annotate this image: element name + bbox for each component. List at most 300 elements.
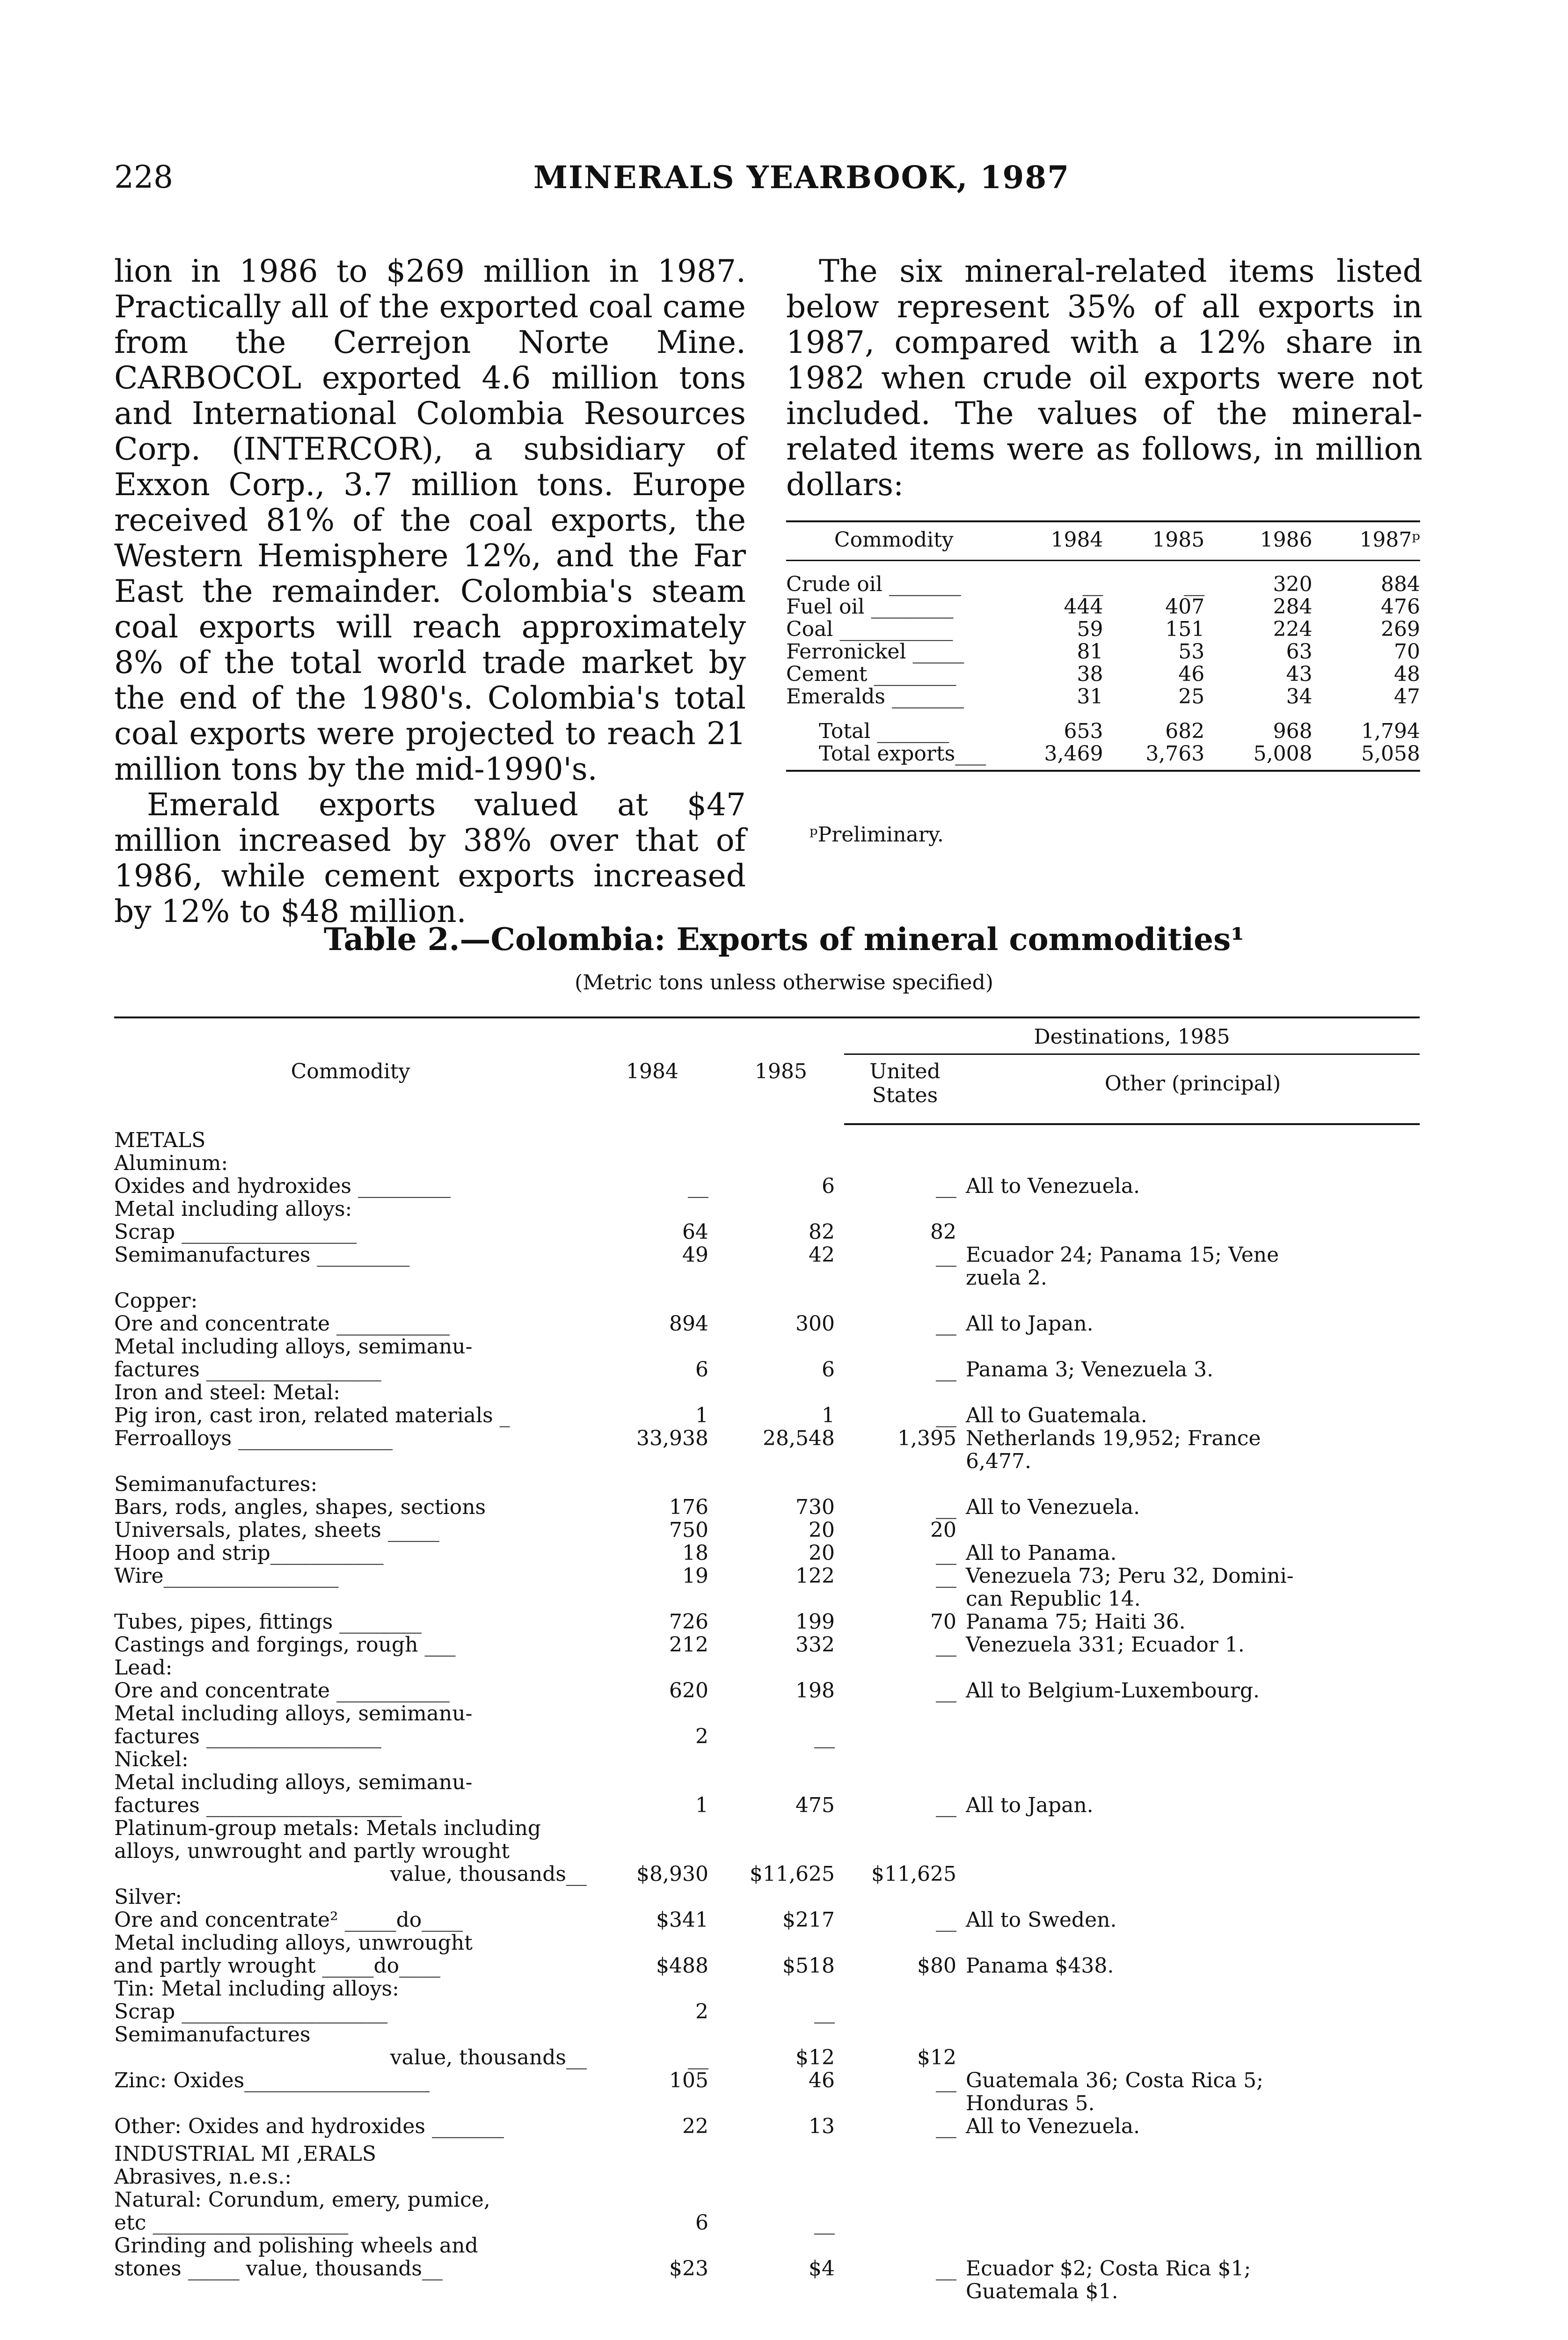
table-cell: 81 <box>1077 640 1103 664</box>
other-destinations: Panama $438. <box>966 1954 1114 1978</box>
value-1985: __ <box>814 2000 835 2024</box>
value-united-states <box>844 1931 966 1954</box>
value-united-states <box>844 2211 966 2234</box>
value-united-states <box>844 1450 966 1473</box>
commodity-label: Platinum-group metals: Metals including <box>114 1816 541 1840</box>
other-destinations <box>966 1725 1420 1748</box>
value-1984 <box>587 1886 718 1909</box>
value-1984 <box>587 1840 718 1863</box>
other-destinations <box>966 2046 1420 2069</box>
column-header-1985: 1985 <box>755 1059 807 1083</box>
other-destinations <box>966 1886 1420 1909</box>
table-row <box>114 1473 1420 1496</box>
commodity-label: Castings and forgings, rough ___ <box>114 1633 456 1657</box>
commodity-label: Tin: Metal including alloys: <box>114 1977 399 2001</box>
value-1984: 19 <box>682 1564 708 1588</box>
value-1984: __ <box>688 2046 708 2069</box>
value-united-states: 20 <box>930 1518 956 1542</box>
value-1985 <box>718 2165 844 2188</box>
value-united-states: __ <box>936 1679 956 1703</box>
table-cell: 884 <box>1381 572 1420 596</box>
value-1984 <box>587 1335 718 1358</box>
table-row <box>114 2165 1420 2188</box>
table-row <box>114 1817 1420 1840</box>
commodity-label: Scrap _________________ <box>114 1220 357 1244</box>
value-united-states: __ <box>936 1793 956 1817</box>
commodity-label: Semimanufactures: <box>114 1472 318 1496</box>
table-row <box>114 1954 1420 1977</box>
commodity-label: Ore and concentrate² _____do____ <box>114 1908 463 1932</box>
table-row <box>114 2000 1420 2023</box>
other-destinations: 6,477. <box>966 1449 1031 1473</box>
table-row <box>114 1266 1420 1289</box>
value-1985 <box>718 1473 844 1496</box>
other-destinations <box>966 1817 1420 1840</box>
commodity-label: Ore and concentrate ___________ <box>114 1312 450 1336</box>
value-1985 <box>718 1702 844 1725</box>
other-destinations: Netherlands 19,952; France <box>966 1426 1261 1450</box>
value-united-states <box>844 1977 966 2000</box>
value-1985: 332 <box>795 1633 835 1657</box>
value-united-states: 70 <box>930 1610 956 1634</box>
other-destinations <box>966 1519 1420 1542</box>
value-united-states: __ <box>936 1243 956 1267</box>
column-header: 1984 <box>1050 528 1103 552</box>
column-header: Commodity <box>834 528 954 552</box>
value-united-states: __ <box>936 2257 956 2281</box>
table-row <box>114 1124 1420 1152</box>
value-1984 <box>587 1198 718 1221</box>
table-row <box>114 1587 1420 1610</box>
column-header: 1985 <box>1152 528 1205 552</box>
value-1984 <box>587 1450 718 1473</box>
value-1984 <box>587 1381 718 1404</box>
value-1984: $488 <box>656 1954 708 1978</box>
table-row <box>114 1794 1420 1817</box>
commodity-label: value, thousands__ <box>390 2046 587 2069</box>
table-cell: 3,763 <box>1103 743 1204 771</box>
value-1984 <box>587 2165 718 2188</box>
table-row <box>786 686 1420 708</box>
commodity-label: Zinc: Oxides__________________ <box>114 2069 430 2092</box>
other-destinations: All to Guatemala. <box>966 1404 1147 1427</box>
value-1984: $23 <box>669 2257 708 2281</box>
commodity-label: Grinding and polishing wheels and <box>114 2234 478 2258</box>
value-1985 <box>718 1931 844 1954</box>
table-cell: 34 <box>1286 685 1313 709</box>
value-1984: 64 <box>682 1220 708 1244</box>
value-1985: 28,548 <box>763 1426 835 1450</box>
table-cell: 653 <box>1064 719 1103 743</box>
commodity-label: Aluminum: <box>114 1151 228 1175</box>
table-row <box>114 1243 1420 1266</box>
table-cell: Fuel oil ________ <box>786 595 954 619</box>
value-1984: 750 <box>669 1518 708 1542</box>
table-row <box>114 1289 1420 1312</box>
column-header-commodity: Commodity <box>291 1059 410 1083</box>
value-1984: 6 <box>695 2211 708 2235</box>
table-row <box>114 1656 1420 1679</box>
commodity-label: factures _________________ <box>114 1725 381 1748</box>
table-row <box>114 1863 1420 1886</box>
value-1985: 13 <box>809 2114 835 2138</box>
value-united-states <box>844 1656 966 1679</box>
value-1985 <box>718 2138 844 2165</box>
commodity-label: Semimanufactures _________ <box>114 1243 410 1267</box>
other-destinations: Ecuador 24; Panama 15; Vene <box>966 1243 1279 1267</box>
value-1984: 2 <box>695 2000 708 2024</box>
value-1984: 33,938 <box>636 1426 708 1450</box>
table-row <box>114 1152 1420 1175</box>
value-1985: 6 <box>822 1174 835 1198</box>
value-united-states <box>844 2092 966 2115</box>
table-row <box>114 1886 1420 1909</box>
value-1985 <box>718 1771 844 1794</box>
commodity-label: Metal including alloys, semimanu- <box>114 1770 473 1794</box>
left-text-column <box>114 254 746 929</box>
value-united-states <box>844 1335 966 1358</box>
table-row <box>114 1748 1420 1771</box>
commodity-label: INDUSTRIAL MI ,ERALS <box>114 2142 377 2166</box>
other-destinations: Ecuador $2; Costa Rica $1; <box>966 2257 1251 2281</box>
other-destinations <box>966 1656 1420 1679</box>
other-destinations <box>966 1771 1420 1794</box>
value-united-states <box>844 1473 966 1496</box>
value-1985: 20 <box>809 1541 835 1565</box>
value-1985: 20 <box>809 1518 835 1542</box>
commodity-label <box>114 1450 587 1473</box>
other-destinations <box>966 1198 1420 1221</box>
value-1985 <box>718 1840 844 1863</box>
value-1985: 730 <box>795 1495 835 1519</box>
commodity-label: METALS <box>114 1128 206 1152</box>
table-row <box>114 1771 1420 1794</box>
value-1985: $217 <box>782 1908 835 1932</box>
value-united-states: __ <box>936 2114 956 2138</box>
paragraph: The six mineral-related items listed below represent 35% of all exports in 1987, compared with a 12% share in 1982 when crude oil exports were not included. The values of the mineral-related items were as follows, in million dollars: <box>786 253 1422 503</box>
value-united-states: 82 <box>930 1220 956 1244</box>
other-destinations: Panama 3; Venezuela 3. <box>966 1358 1214 1382</box>
table-row <box>114 1427 1420 1450</box>
value-1985: 1 <box>822 1404 835 1427</box>
value-united-states: __ <box>936 1908 956 1932</box>
other-destinations <box>966 1931 1420 1954</box>
value-united-states <box>844 1266 966 1289</box>
table-row <box>114 1312 1420 1335</box>
value-1984: 176 <box>669 1495 708 1519</box>
column-header: 1986 <box>1260 528 1313 552</box>
value-1984 <box>587 1817 718 1840</box>
value-1984: 1 <box>695 1793 708 1817</box>
other-destinations: All to Panama. <box>966 1541 1117 1565</box>
value-1984 <box>587 1702 718 1725</box>
table-row <box>114 2188 1420 2211</box>
table-row <box>114 1221 1420 1243</box>
paragraph: lion in 1986 to $269 million in 1987. Practically all of the exported coal came from the Cerrejon Norte Mine. CARBOCOL exported 4.6 million tons and International Colombia Resources Corp. (INTERCOR), a subsidiary of Exxon Corp., 3.7 million tons. Europe received 81% of the coal exports, the Western Hemisphere 12%, and the Far East the remainder. Colombia's steam coal exports will reach approximately 8% of the total world trade market by the end of the 1980's. Colombia's total coal exports were projected to reach 21 million tons by the mid-1990's. <box>114 253 746 787</box>
table-row <box>114 2234 1420 2257</box>
table-row <box>114 2046 1420 2069</box>
table-row <box>114 1175 1420 1198</box>
table-row <box>114 1381 1420 1404</box>
value-1984 <box>587 1124 718 1152</box>
value-1984 <box>587 1473 718 1496</box>
commodity-label: Natural: Corundum, emery, pumice, <box>114 2188 490 2212</box>
commodity-label: alloys, unwrought and partly wrought <box>114 1839 510 1863</box>
value-1984: 6 <box>695 1358 708 1382</box>
commodity-label: Copper: <box>114 1289 198 1313</box>
other-destinations: All to Venezuela. <box>966 1495 1140 1519</box>
table-row <box>114 1840 1420 1863</box>
value-1985 <box>718 1198 844 1221</box>
other-destinations <box>966 2023 1420 2046</box>
commodity-label: Bars, rods, angles, shapes, sections <box>114 1495 486 1519</box>
value-1984 <box>587 2188 718 2211</box>
value-united-states <box>844 1587 966 1610</box>
column-header-destinations: Destinations, 1985 <box>844 1017 1420 1054</box>
table-cell: Crude oil _______ <box>786 572 961 596</box>
table-row <box>114 2115 1420 2138</box>
value-united-states <box>844 1748 966 1771</box>
table-cell: 224 <box>1273 617 1313 641</box>
other-destinations: All to Belgium-Luxembourg. <box>966 1679 1260 1703</box>
value-1985: $11,625 <box>750 1862 835 1886</box>
value-1984: $341 <box>656 1908 708 1932</box>
table-cell: 48 <box>1394 662 1420 686</box>
value-1984: 726 <box>669 1610 708 1634</box>
table-cell: 407 <box>1165 595 1205 619</box>
value-1984: 1 <box>695 1404 708 1427</box>
table-cell: 284 <box>1273 595 1313 619</box>
value-1984: 894 <box>669 1312 708 1336</box>
table-cell: 63 <box>1286 640 1313 664</box>
table-row <box>114 1909 1420 1931</box>
value-united-states: __ <box>936 1495 956 1519</box>
other-destinations: All to Sweden. <box>966 1908 1117 1932</box>
value-1984 <box>587 2138 718 2165</box>
table-row <box>114 1450 1420 1473</box>
table-cell: 46 <box>1178 662 1205 686</box>
table-cell: 682 <box>1165 719 1205 743</box>
value-1984: 105 <box>669 2069 708 2092</box>
table-cell: 444 <box>1064 595 1103 619</box>
commodity-label <box>114 1266 587 1289</box>
table-cell: 320 <box>1273 572 1313 596</box>
paragraph: Emerald exports valued at $47 million increased by 38% over that of 1986, while cement exports increased by 12% to $48 million. <box>114 787 746 929</box>
table-row <box>114 1679 1420 1702</box>
value-1985 <box>718 1450 844 1473</box>
value-1985 <box>718 1886 844 1909</box>
value-united-states <box>844 1886 966 1909</box>
table-cell: 38 <box>1077 662 1103 686</box>
column-header-other: Other (principal) <box>966 1054 1420 1125</box>
table-row <box>114 1542 1420 1565</box>
value-1985: 82 <box>809 1220 835 1244</box>
table-row <box>114 1565 1420 1587</box>
value-1985 <box>718 1656 844 1679</box>
commodity-label <box>114 2092 587 2115</box>
table-row <box>114 1610 1420 1633</box>
commodity-label: Iron and steel: Metal: <box>114 1381 341 1404</box>
page-number: 228 <box>114 159 173 195</box>
table-cell: Emeralds _______ <box>786 685 964 709</box>
other-destinations <box>966 1863 1420 1886</box>
value-1985: 300 <box>795 1312 835 1336</box>
other-destinations <box>966 1124 1420 1152</box>
value-united-states <box>844 2165 966 2188</box>
value-united-states <box>844 1840 966 1863</box>
value-1985: $4 <box>809 2257 835 2281</box>
commodity-label: Semimanufactures <box>114 2023 311 2047</box>
other-destinations <box>966 2188 1420 2211</box>
table-row <box>114 1198 1420 1221</box>
commodity-label: etc ___________________ <box>114 2211 349 2235</box>
commodity-label: Nickel: <box>114 1748 189 1771</box>
table-row <box>786 618 1420 641</box>
value-1984: __ <box>688 1174 708 1198</box>
other-destinations: All to Japan. <box>966 1793 1094 1817</box>
table-row <box>114 1335 1420 1358</box>
commodity-label: Other: Oxides and hydroxides _______ <box>114 2114 504 2138</box>
table-cell: 476 <box>1381 595 1420 619</box>
other-destinations <box>966 1473 1420 1496</box>
value-1985 <box>718 2234 844 2257</box>
value-united-states <box>844 1289 966 1312</box>
other-destinations: Venezuela 331; Ecuador 1. <box>966 1633 1245 1657</box>
value-1984 <box>587 2092 718 2115</box>
other-destinations: All to Venezuela. <box>966 1174 1140 1198</box>
value-1984 <box>587 1748 718 1771</box>
table-cell: 25 <box>1178 685 1205 709</box>
value-united-states <box>844 1702 966 1725</box>
table-cell: 5,058 <box>1313 743 1420 771</box>
value-1985 <box>718 1587 844 1610</box>
value-1985: __ <box>814 2211 835 2235</box>
running-head: MINERALS YEARBOOK, 1987 <box>533 159 1070 196</box>
commodity-label: Hoop and strip___________ <box>114 1541 384 1565</box>
commodity-label: value, thousands__ <box>390 1862 587 1886</box>
table-cell: 1,794 <box>1361 719 1420 743</box>
value-united-states: $12 <box>917 2046 956 2069</box>
value-1985 <box>718 1266 844 1289</box>
value-1985 <box>718 2023 844 2046</box>
right-text-column <box>786 254 1422 503</box>
commodity-label: Oxides and hydroxides _________ <box>114 1174 451 1198</box>
other-destinations <box>966 1152 1420 1175</box>
value-united-states: $11,625 <box>871 1862 956 1886</box>
value-united-states: __ <box>936 1541 956 1565</box>
table-cell: 43 <box>1286 662 1313 686</box>
commodity-label: Silver: <box>114 1885 182 1909</box>
table-cell: 53 <box>1178 640 1205 664</box>
value-1985: 122 <box>795 1564 835 1588</box>
table-row <box>114 1358 1420 1381</box>
table-cell: 151 <box>1165 617 1205 641</box>
table-row <box>786 561 1420 596</box>
value-1985: $518 <box>782 1954 835 1978</box>
other-destinations <box>966 1335 1420 1358</box>
other-destinations: Venezuela 73; Peru 32, Domini- <box>966 1564 1294 1588</box>
commodity-label: stones _____ value, thousands__ <box>114 2257 443 2281</box>
other-destinations <box>966 2234 1420 2257</box>
value-1985 <box>718 2092 844 2115</box>
value-united-states: __ <box>936 1564 956 1588</box>
commodity-label: Metal including alloys, semimanu- <box>114 1335 473 1359</box>
commodity-label: Ferroalloys _______________ <box>114 1426 393 1450</box>
other-destinations <box>966 1977 1420 2000</box>
table-cell: __ <box>1184 572 1205 596</box>
value-1985 <box>718 1977 844 2000</box>
other-destinations <box>966 1702 1420 1725</box>
value-united-states <box>844 2188 966 2211</box>
commodity-label: Universals, plates, sheets _____ <box>114 1518 439 1542</box>
value-united-states <box>844 2138 966 2165</box>
other-destinations: can Republic 14. <box>966 1587 1141 1611</box>
commodity-label: Ore and concentrate ___________ <box>114 1679 450 1703</box>
table-cell: 70 <box>1394 640 1420 664</box>
table-subtitle: (Metric tons unless otherwise specified) <box>575 971 993 995</box>
table-cell: Ferronickel _____ <box>786 640 964 664</box>
value-united-states <box>844 1152 966 1175</box>
value-1985: 199 <box>795 1610 835 1634</box>
value-united-states: 1,395 <box>897 1426 956 1450</box>
value-united-states: __ <box>936 1404 956 1427</box>
value-1984: 49 <box>682 1243 708 1267</box>
commodity-label: factures _________________ <box>114 1358 381 1382</box>
table-cell: 59 <box>1077 617 1103 641</box>
other-destinations <box>966 2138 1420 2165</box>
table-title: Table 2.—Colombia: Exports of mineral commodities¹ <box>323 921 1245 958</box>
other-destinations: All to Japan. <box>966 1312 1094 1336</box>
other-destinations: Guatemala $1. <box>966 2280 1118 2303</box>
table-row <box>114 1702 1420 1725</box>
other-destinations <box>966 1381 1420 1404</box>
other-destinations: All to Venezuela. <box>966 2114 1140 2138</box>
value-1985: $12 <box>795 2046 835 2069</box>
other-destinations <box>966 1748 1420 1771</box>
value-1985: 46 <box>809 2069 835 2092</box>
table-cell: Cement ________ <box>786 662 956 686</box>
value-1985: 475 <box>795 1793 835 1817</box>
table-cell: 5,008 <box>1204 743 1312 771</box>
commodity-label: factures ___________________ <box>114 1793 402 1817</box>
table-row <box>114 2069 1420 2092</box>
other-destinations: Honduras 5. <box>966 2091 1095 2115</box>
table-row <box>114 1496 1420 1519</box>
column-header-1984: 1984 <box>626 1059 678 1083</box>
exports-table <box>114 1016 1420 2303</box>
value-1985: 42 <box>809 1243 835 1267</box>
preliminary-footnote: ᵖPreliminary. <box>810 823 944 847</box>
value-1984 <box>587 1152 718 1175</box>
table-cell: Total exports___ <box>786 743 1002 771</box>
commodity-label: Wire_________________ <box>114 1564 339 1588</box>
value-united-states <box>844 1817 966 1840</box>
value-united-states: __ <box>936 1174 956 1198</box>
value-1984 <box>587 1771 718 1794</box>
value-united-states: __ <box>936 2069 956 2092</box>
value-1984: 18 <box>682 1541 708 1565</box>
commodity-label: Metal including alloys, semimanu- <box>114 1702 473 1726</box>
table-cell: 47 <box>1394 685 1420 709</box>
value-united-states <box>844 2280 966 2303</box>
commodity-label: Abrasives, n.e.s.: <box>114 2165 292 2189</box>
value-united-states: $80 <box>917 1954 956 1978</box>
value-1984 <box>587 1931 718 1954</box>
table-row <box>786 641 1420 663</box>
value-1984: 620 <box>669 1679 708 1703</box>
table-row <box>786 743 1420 771</box>
mineral-items-table <box>786 520 1420 772</box>
